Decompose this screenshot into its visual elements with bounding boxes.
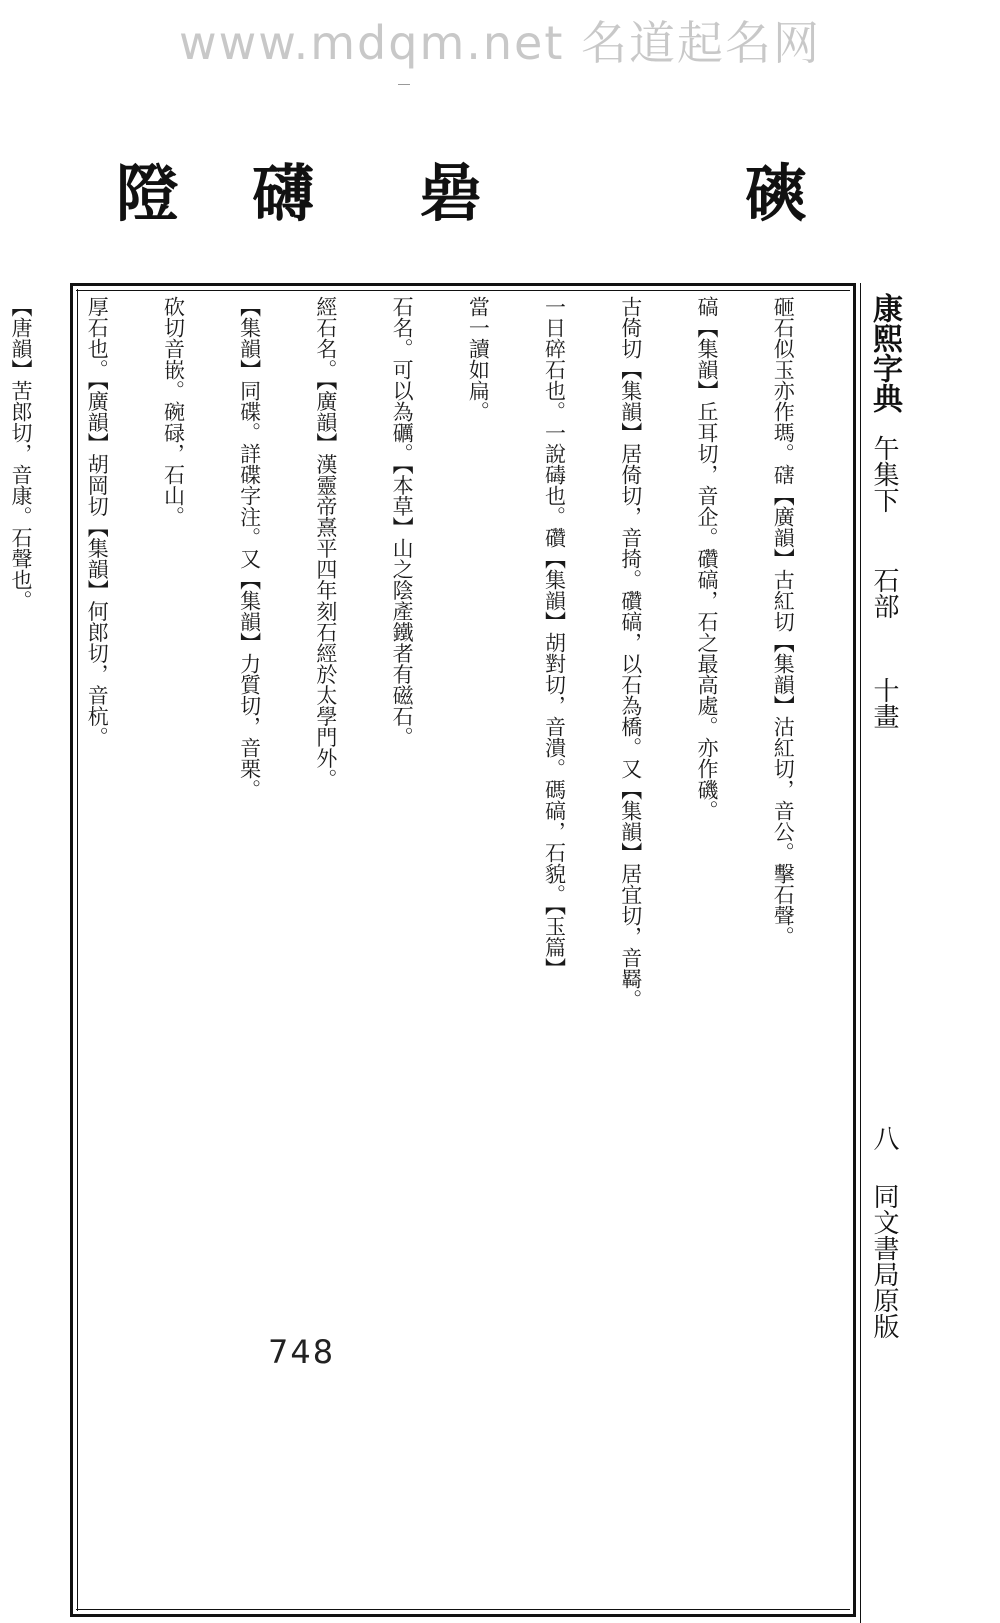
header-char-3: 碞: [420, 157, 483, 230]
stroke-count-label: 十畫: [869, 677, 899, 729]
text-column: 碻【集韻】丘耳切，音企。礸碻，石之最高處。亦作磯。: [694, 296, 719, 821]
frame-top-border: [70, 283, 856, 286]
header-character-row: [0, 148, 1000, 248]
text-column: 當一讀如扁。: [466, 296, 491, 422]
header-char-1: 隥: [116, 157, 179, 230]
top-divider: [398, 84, 410, 85]
frame-inner-top: [76, 290, 850, 291]
text-column: 砍切音嵌。碗碌，石山。: [161, 296, 186, 527]
right-margin-column: [858, 283, 906, 1623]
text-column: 一日碎石也。一說碡也。礸【集韻】胡對切，音潰。碼碻，石貌。【玉篇】: [542, 296, 567, 979]
frame-bottom-border: [70, 1614, 856, 1617]
text-column: 砸石似玉亦作瑪。磍【廣韻】古紅切【集韻】沽紅切，音公。擊石聲。: [771, 296, 796, 947]
text-column: 石名。可以為礪。【本草】山之陰產鐵者有磁石。: [390, 296, 415, 748]
text-column: 古倚切【集韻】居倚切，音掎。礸碻，以石為橋。又【集韻】居宜切，音羇。: [618, 296, 643, 1010]
frame-right-border: [853, 283, 856, 1617]
publisher-label: 同文書局原版: [869, 1183, 899, 1339]
text-column: 經石名。【廣韻】漢靈帝熹平四年刻石經於太學門外。: [313, 296, 338, 790]
margin-rule: [860, 283, 861, 1623]
header-char-2: 礴: [252, 157, 315, 230]
folio-number: 八: [869, 1125, 899, 1151]
radical-label: 石部: [869, 567, 899, 619]
volume-label: 午集下: [869, 435, 899, 513]
text-column: 【集韻】同碟。詳碟字注。又【集韻】力質切，音栗。: [237, 296, 262, 800]
header-char-4: 磢: [745, 157, 808, 230]
watermark-text: www.mdqm.net 名道起名网: [178, 16, 822, 70]
page-number: 748: [268, 1333, 336, 1371]
text-column: 【唐韻】苦郎切，音康。石聲也。: [9, 296, 33, 611]
text-column: 厚石也。【廣韻】胡岡切【集韻】何郎切，音杭。: [85, 296, 110, 748]
dictionary-text-columns: [9, 296, 846, 1602]
book-title: 康熙字典: [867, 293, 902, 413]
frame-inner-bottom: [76, 1609, 850, 1610]
